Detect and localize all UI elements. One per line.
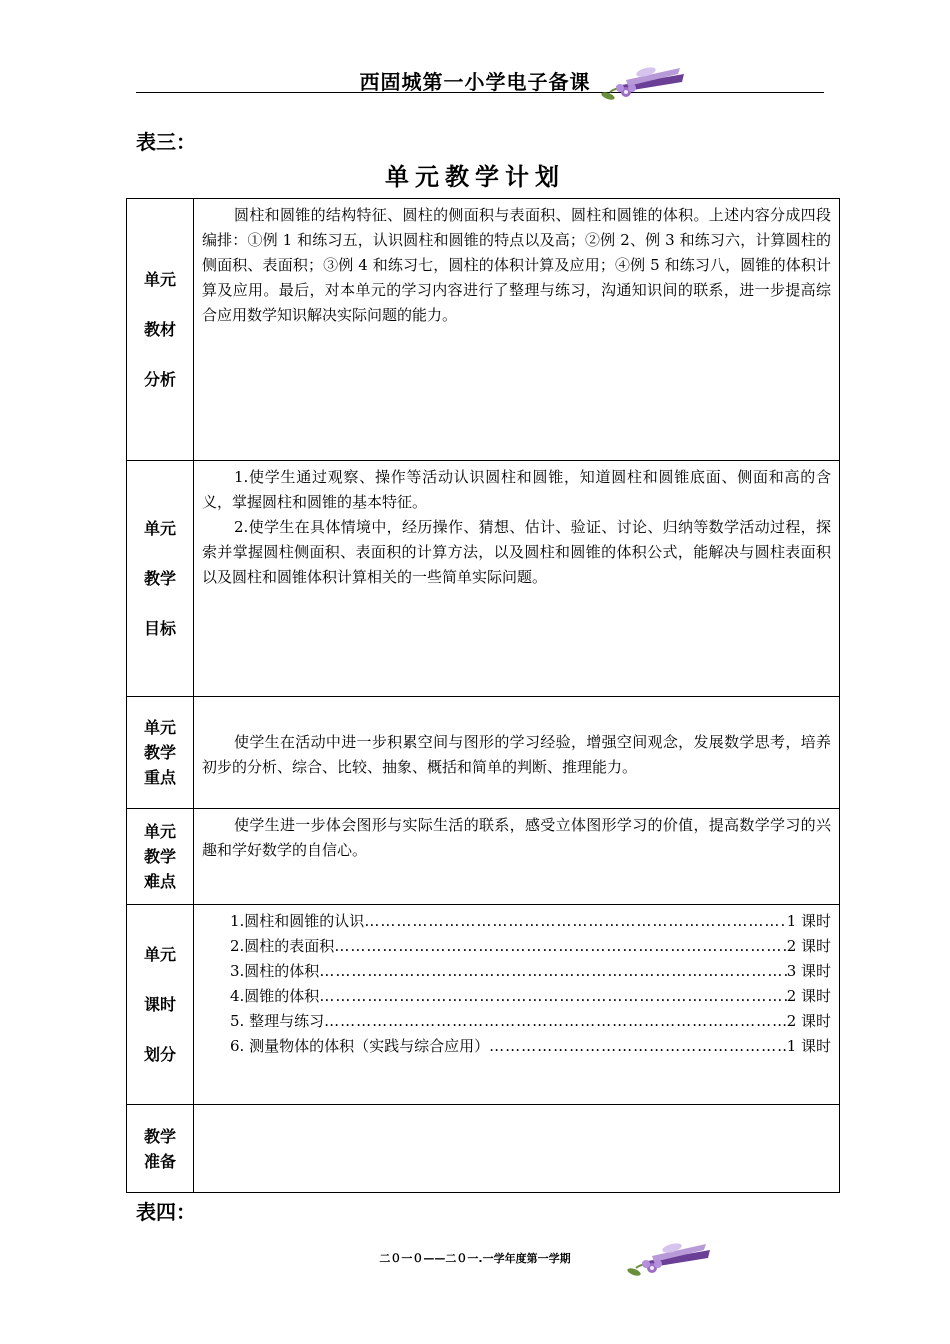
row-label-schedule: 单元 课时 划分 [127,905,194,1105]
schedule-content [194,905,840,1105]
table4-label: 表四： [136,1200,196,1224]
flower-decoration-icon [622,1232,714,1282]
list-item: 1.圆柱和圆锥的认识 …………………………………………………………………………………………………………………………………… 1 课时 [230,909,831,934]
row-label-difficulties: 单元 教学 难点 [127,809,194,905]
flower-decoration-icon [596,56,688,106]
row-label-objectives: 单元 教学 目标 [127,461,194,697]
table-row-preparation [127,1105,840,1193]
list-item: 6. 测量物体的体积（实践与综合应用） …………………………………………………………………………………………………………………………………… 1 课时 [230,1034,831,1059]
list-item: 5. 整理与练习 …………………………………………………………………………………………………………………………………… 2 课时 [230,1009,831,1034]
difficulties-content: 使学生进一步体会图形与实际生活的联系，感受立体图形学习的价值，提高数学学习的兴趣和学好数学的自信心。 [194,809,840,905]
table-row-objectives [127,461,840,697]
table-row-schedule [127,905,840,1105]
preparation-content [194,1105,840,1193]
row-label-key-points: 单元 教学 重点 [127,697,194,809]
header-title: 西固城第一小学电子备课 [359,70,591,94]
table-row-difficulties [127,809,840,905]
list-item: 4.圆锥的体积 …………………………………………………………………………………………………………………………………… 2 课时 [230,984,831,1009]
list-item: 3.圆柱的体积 …………………………………………………………………………………………………………………………………… 3 课时 [230,959,831,984]
unit-plan-table [126,198,840,1193]
header-rule [136,92,824,93]
table-row-key-points [127,697,840,809]
objectives-content: 1.使学生通过观察、操作等活动认识圆柱和圆锥，知道圆柱和圆锥底面、侧面和高的含义，掌握圆柱和圆锥的基本特征。 2.使学生在具体情境中，经历操作、猜想、估计、验证、讨论、归纳等数学活动过程，探索并掌握圆柱侧面积、表面积的计算方法，以及圆柱和圆锥的体积公式，能解决与圆柱表面积以及圆柱和圆锥体积计算相关的一些简单实际问题。 [194,461,840,697]
row-label-preparation: 教学 准备 [127,1105,194,1193]
table3-label: 表三： [136,130,196,154]
row-label-analysis: 单元 教材 分析 [127,199,194,461]
key-points-content: 使学生在活动中进一步积累空间与图形的学习经验，增强空间观念，发展数学思考，培养初步的分析、综合、比较、抽象、概括和简单的判断、推理能力。 [194,697,840,809]
footer-semester: 二０一０——二０一.一学年度第一学期 [379,1252,571,1265]
document-title: 单元教学计划 [385,163,565,191]
table-row-analysis [127,199,840,461]
list-item: 2.圆柱的表面积 …………………………………………………………………………………………………………………………………… 2 课时 [230,934,831,959]
analysis-content: 圆柱和圆锥的结构特征、圆柱的侧面积与表面积、圆柱和圆锥的体积。上述内容分成四段编排：①例 1 和练习五，认识圆柱和圆锥的特点以及高；②例 2、例 3 和练习六，计算圆柱的侧面积、表面积；③例 4 和练习七，圆柱的体积计算及应用；④例 5 和练习八，圆锥的体积计算及应用。最后，对本单元的学习内容进行了整理与练习，沟通知识间的联系，进一步提高综合应用数学知识解决实际问题的能力。 [194,199,840,461]
lesson-hours-list [202,909,831,1059]
